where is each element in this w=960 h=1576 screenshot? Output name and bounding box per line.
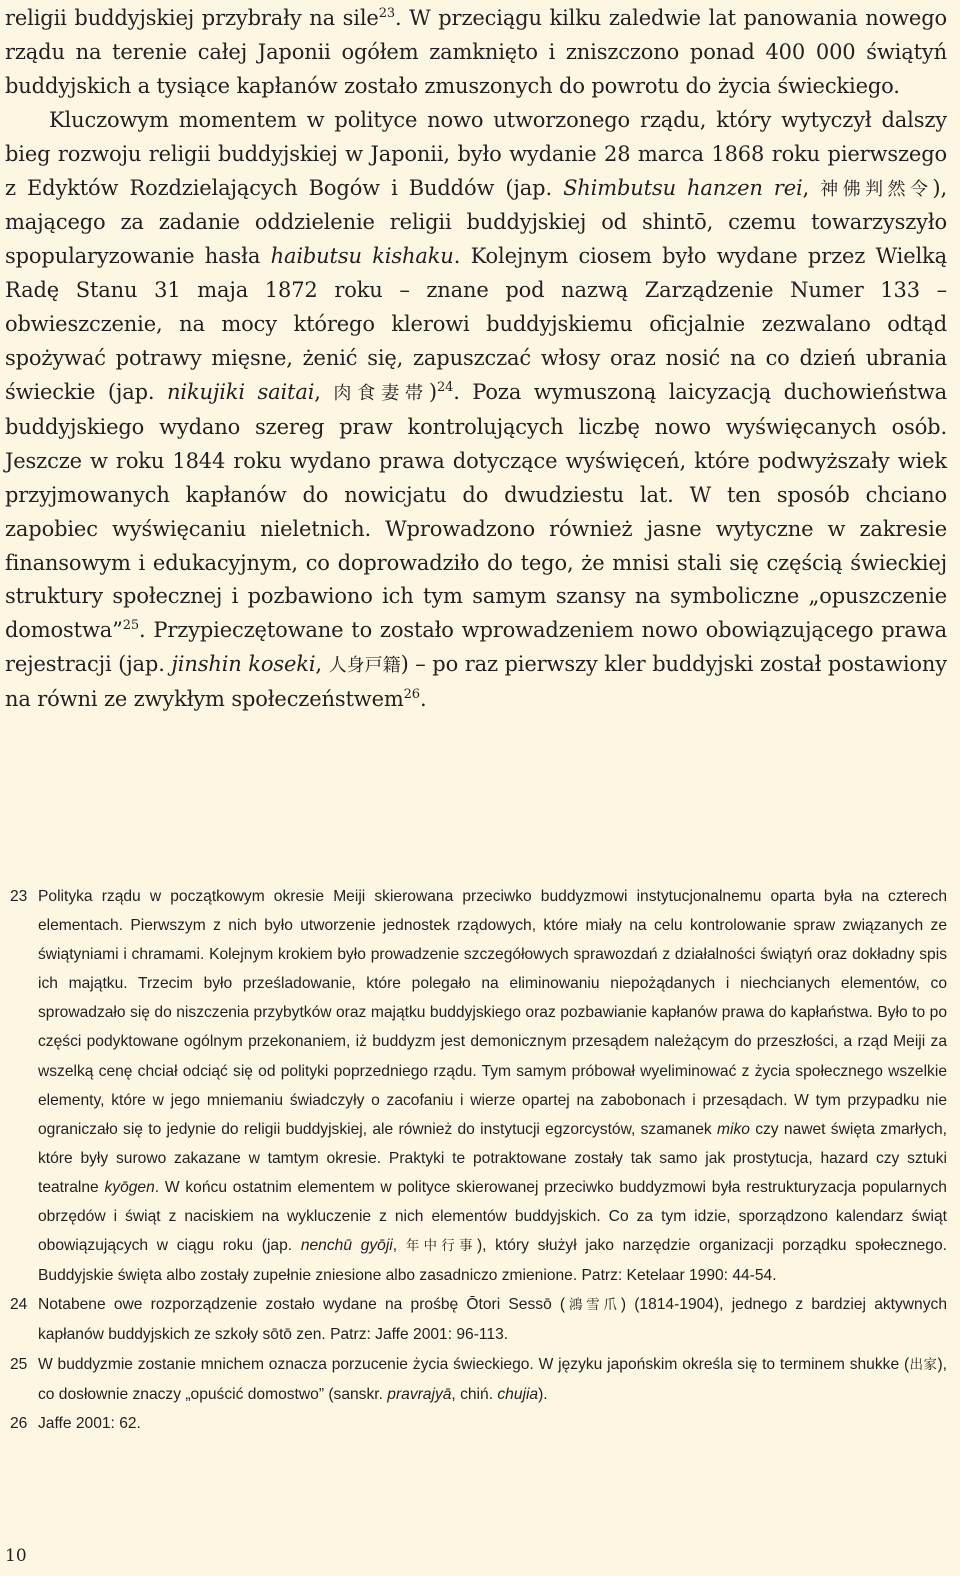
kanji-term: 鴻雪爪	[565, 1298, 621, 1314]
footnote-26	[5, 1409, 947, 1438]
italic-term: haibutsu kishaku	[270, 244, 454, 269]
text-run: ) – po raz pierwszy kler buddyjski został postawiony na równi ze zwykłym społeczeństwem	[5, 652, 947, 712]
footnote-ref-24[interactable]: 24	[436, 379, 454, 395]
italic-term: jinshin koseki	[171, 652, 316, 677]
text-run: ), mającego za zadanie oddzielenie religii buddyjskiej od shintō, czemu towarzyszyło spopularyzowanie hasła	[5, 175, 947, 269]
italic-term: kyōgen	[104, 1178, 155, 1196]
italic-term: pravrajyā	[387, 1385, 452, 1403]
text-run: Jaffe 2001: 62.	[38, 1414, 141, 1432]
footnote-number: 23	[10, 888, 28, 905]
footnote-number: 26	[10, 1414, 28, 1432]
text-run: . Przypieczętowane to zostało wprowadzeniem nowo obowiązującego prawa rejestracji (jap.	[5, 618, 947, 677]
text-run: ).	[538, 1385, 548, 1403]
text-run: .	[419, 687, 427, 712]
text-run: Kluczowym momentem w polityce nowo utworzonego rządu, który wytyczył dalszy bieg rozwoju religii buddyjskiej w Japonii, było wydanie 28 marca 1868 roku pierwszego z Edyktów Rozdzielających Bogów i Buddów (jap.	[5, 107, 947, 200]
text-run: W buddyzmie zostanie mnichem oznacza porzucenie życia świeckiego. W języku japońskim określa się to terminem shukke (	[38, 1355, 910, 1373]
main-text	[5, 2, 947, 717]
footnote-number: 24	[10, 1296, 28, 1314]
italic-term: miko	[716, 1120, 750, 1138]
kanji-term: 肉食妻帯	[333, 382, 429, 404]
page-number: 10	[5, 1546, 27, 1566]
paragraph-1	[5, 2, 947, 104]
text-run: czy nawet święta zmarłych, które były surowo zakazane w tamtym okresie. Praktyki te potraktowane zostały tak samo jak prostytucja, hazard czy sztuki teatralne	[38, 1120, 947, 1196]
italic-term: chujia	[497, 1385, 539, 1403]
italic-term: nenchū gyōji	[300, 1237, 393, 1255]
text-run: ), który służył jako narzędzie organizacji porządku społecznego. Buddyjskie święta albo zostały zupełnie zniesione albo zasadniczo zmienione. Patrz: Ketelaar 1990: 44-54.	[38, 1237, 947, 1285]
kanji-term: 人身戸籍	[328, 655, 401, 677]
text-run: . W przeciągu kilku zaledwie lat panowania nowego rządu na terenie całej Japonii ogółem zamknięto i zniszczono ponad 400 000 świątyń buddyjskich a tysiące kapłanów zostało zmuszonych do powrotu do życia świeckiego.	[5, 6, 947, 98]
text-run: ), co dosłownie znaczy „opuścić domostwo” (sanskr.	[38, 1355, 947, 1403]
kanji-term: 神佛判然令	[820, 178, 933, 200]
footnotes	[5, 882, 947, 1438]
footnote-23: 23 Polityka rządu w początkowym okresie Meiji skierowana przeciwko buddyzmowi instytucjonalnemu oparta była na czterech elementach. Pierwszym z nich było utworzenie jednostek rządowych, które miały na celu kontrolowanie spraw związanych ze świątyniami i chramami. Kolejnym krokiem było prowadzenie szczegółowych sprawozdań z działalności świątyń oraz dokładny spis ich majątku. Trzecim było prześladowanie, które polegało na eliminowaniu niepożądanych i niechcianych elementów, co sprowadzało się do niszczenia przybytków oraz majątku buddyjskiego oraz pozbawianie kapłanów prawa do kapłaństwa. Było to po części podyktowane ogólnym przekonaniem, iż buddyzm jest demonicznym przesądem należącym do przeszłości, a rząd Meiji za wszelką cenę chciał odciąć się od polityki poprzedniego rządu. Tym samym próbował wyeliminować z życia społecznego wszelkie elementy, które w jego mniemaniu świadczyły o zacofaniu i wierze opartej na zabobonach i przesądach. W tym przypadku nie ograniczało się to jedynie do religii buddyjskiej, ale również do instytucji egzorcystów, szamanek miko czy nawet święta zmarłych, które były surowo zakazane w tamtym okresie. Praktyki te potraktowane zostały tak samo jak prostytucja, hazard czy sztuki teatralne kyōgen. W końcu ostatnim elementem w polityce skierowanej przeciwko buddyzmowi była restrukturyzacja popularnych obrzędów i świąt z naciskiem na wykluczenie z nich elementów buddyjskich. Co za tym idzie, sporządzono kalendarz świąt obowiązujących w ciągu roku (jap. nenchū gyōji, 年中行事), który służył jako narzędzie organizacji porządku społecznego. Buddyjskie święta albo zostały zupełnie zniesione albo zasadniczo zmienione. Patrz: Ketelaar 1990: 44-54.	[5, 882, 947, 1290]
italic-term: nikujiki saitai	[166, 379, 315, 404]
kanji-term: 年中行事	[405, 1239, 477, 1255]
footnote-ref-26[interactable]: 26	[403, 687, 420, 703]
italic-term: Shimbutsu hanzen rei	[563, 175, 803, 200]
paragraph-2: Kluczowym momentem w polityce nowo utworzonego rządu, który wytyczył dalszy bieg rozwoju religii buddyjskiej w Japonii, było wydanie 28 marca 1868 roku pierwszego z Edyktów Rozdzielających Bogów i Buddów (jap. Shimbutsu hanzen rei, 神佛判然令), mającego za zadanie oddzielenie religii buddyjskiej od shintō, czemu towarzyszyło spopularyzowanie hasła haibutsu kishaku. Kolejnym ciosem było wydane przez Wielką Radę Stanu 31 maja 1872 roku – znane pod nazwą Zarządzenie Numer 133 – obwieszczenie, na mocy którego klerowi buddyjskiemu oficjalnie zezwalano odtąd spożywać potrawy mięsne, żenić się, zapuszczać włosy oraz nosić na co dzień ubrania świeckie (jap. nikujiki saitai, 肉食妻帯)$^{24}$. Poza wymuszoną laicyzacją duchowieństwa buddyjskiego wydano szereg praw kontrolujących liczbę nowo wyświęcanych osób. Jeszcze w roku 1844 roku wydano prawa dotyczące wyświęceń, które podwyższały wiek przyjmowanych kapłanów do nowicjatu do dwudziestu lat. W ten sposób chciano zapobiec wyświęcaniu nieletnich. Wprowadzono również jasne wytyczne w zakresie finansowym i edukacyjnym, co doprowadziło do tego, że mnisi stali się częścią świeckiej struktury społecznej i pozbawiono ich tym samym szansy na symboliczne „opuszczenie domostwa”$^{25}$. Przypieczętowane to zostało wprowadzeniem nowo obowiązującego prawa rejestracji (jap. jinshin koseki, 人身戸籍) – po raz pierwszy kler buddyjski został postawiony na równi ze zwykłym społeczeństwem$^{26}$.	[5, 107, 947, 712]
text-run: religii buddyjskiej przybrały na sile	[5, 6, 379, 30]
footnote-24	[5, 1290, 947, 1349]
text-run: . Kolejnym ciosem było wydane przez Wielką Radę Stanu 31 maja 1872 roku – znane pod nazwą Zarządzenie Numer 133 – obwieszczenie, na mocy którego klerowi buddyjskiemu oficjalnie zezwalano odtąd spożywać potrawy mięsne, żenić się, zapuszczać włosy oraz nosić na co dzień ubrania świeckie (jap.	[5, 244, 947, 404]
kanji-term: 出家	[909, 1357, 938, 1373]
footnote-ref-25[interactable]: 25	[122, 618, 140, 634]
text-run: . Poza wymuszoną laicyzacją duchowieństwa buddyjskiego wydano szereg praw kontrolujących liczbę nowo wyświęcanych osób. Jeszcze w roku 1844 roku wydano prawa dotyczące wyświęceń, które podwyższały wiek przyjmowanych kapłanów do nowicjatu do dwudziestu lat. W ten sposób chciano zapobiec wyświęcaniu nieletnich. Wprowadzono również jasne wytyczne w zakresie finansowym i edukacyjnym, co doprowadziło do tego, że mnisi stali się częścią świeckiej struktury społecznej i pozbawiono ich tym samym szansy na symboliczne „opuszczenie domostwa”	[5, 379, 947, 643]
text-run: Polityka rządu w początkowym okresie Meiji skierowana przeciwko buddyzmowi instytucjonalnemu oparta była na czterech elementach. Pierwszym z nich było utworzenie jednostek rządowych, które miały na celu kontrolowanie spraw związanych ze świątyniami i chramami. Kolejnym krokiem było prowadzenie szczegółowych sprawozdań z działalności świątyń oraz dokładny spis ich majątku. Trzecim było prześladowanie, które polegało na eliminowaniu niepożądanych i niechcianych elementów, co sprowadzało się do niszczenia przybytków oraz majątku buddyjskiego oraz pozbawianie kapłanów prawa do kapłaństwa. Było to po części podyktowane ogólnym przekonaniem, iż buddyzm jest demonicznym przesądem należącym do przeszłości, a rząd Meiji za wszelką cenę chciał odciąć się od polityki poprzedniego rządu. Tym samym próbował wyeliminować z życia społecznego wszelkie elementy, które w jego mniemaniu świadczyły o zacofaniu i wierze opartej na zabobonach i przesądach. W tym przypadku nie ograniczało się to jedynie do religii buddyjskiej, ale również do instytucji egzorcystów, szamanek	[38, 888, 947, 1138]
text-run: ) (1814-1904), jednego z bardziej aktywnych kapłanów buddyjskich ze szkoły sōtō zen. Patrz: Jaffe 2001: 96-113.	[38, 1296, 947, 1344]
text-run: Notabene owe rozporządzenie zostało wydane na prośbę Ōtori Sessō (	[38, 1296, 566, 1314]
footnote-25	[5, 1350, 947, 1409]
text-run: . W końcu ostatnim elementem w polityce skierowanej przeciwko buddyzmowi była restrukturyzacja popularnych obrzędów i świąt z naciskiem na wykluczenie z nich elementów buddyjskich. Co za tym idzie, sporządzono kalendarz świąt obowiązujących w ciągu roku (jap.	[38, 1178, 947, 1255]
footnote-number: 25	[10, 1355, 28, 1373]
footnote-ref-23[interactable]: 23	[378, 6, 395, 21]
text-run: , chiń.	[451, 1385, 498, 1403]
